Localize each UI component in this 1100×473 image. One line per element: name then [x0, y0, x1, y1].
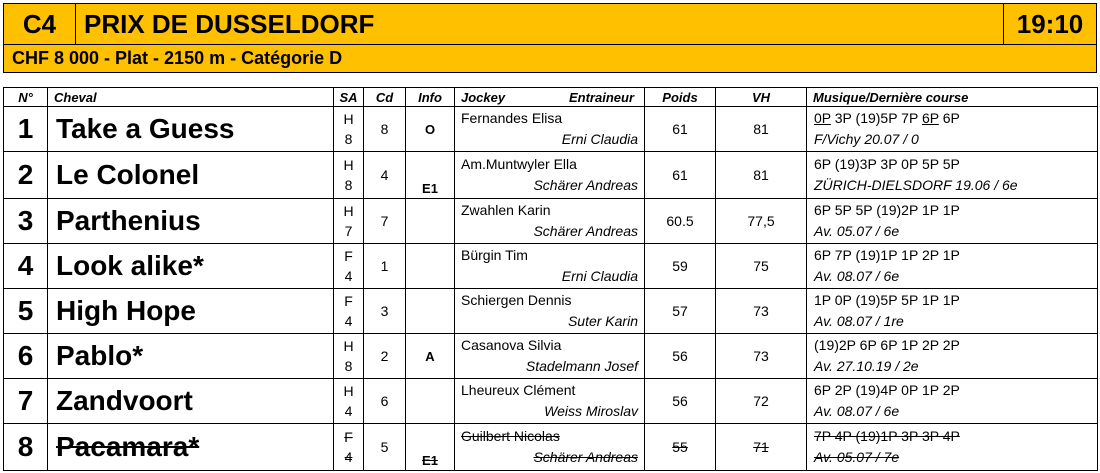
- jockey-trainer: [455, 334, 645, 379]
- vh-text: 73: [753, 348, 769, 364]
- trainer-name: Stadelmann Josef: [525, 358, 638, 374]
- draw: 5: [364, 424, 406, 471]
- race-code: C4: [4, 4, 76, 44]
- vh-text: 81: [753, 167, 769, 183]
- last-race: F/Vichy 20.07 / 0: [814, 131, 919, 147]
- last-race: Av. 08.07 / 6e: [814, 403, 900, 419]
- table-row: [4, 334, 1098, 379]
- horse-name-text: Look alike*: [56, 250, 204, 281]
- table-row: [4, 244, 1098, 289]
- weight: [645, 244, 716, 289]
- weight: [645, 199, 716, 244]
- draw: 4: [364, 152, 406, 199]
- weight: [645, 289, 716, 334]
- weight-text: 56: [672, 393, 688, 409]
- jockey-trainer: [455, 424, 645, 471]
- weight-text: 59: [672, 258, 688, 274]
- horse-name: [48, 424, 334, 471]
- info-flag: [406, 107, 455, 152]
- runner-number: 6: [4, 334, 48, 379]
- sex-age: [334, 199, 364, 244]
- vh-rating: [716, 424, 807, 471]
- info-flag: [406, 379, 455, 424]
- age: 8: [344, 358, 353, 374]
- col-header-jockey: Jockey: [461, 89, 506, 105]
- music-form: 7P 4P (19)1P 3P 3P 4P: [814, 428, 960, 444]
- weight-text: 55: [672, 439, 688, 455]
- sex: H: [343, 383, 354, 399]
- music-last-race: [807, 244, 1098, 289]
- horse-name: [48, 152, 334, 199]
- music-token: 3P (19)5P 7P: [830, 110, 922, 126]
- trainer-name: Erni Claudia: [561, 268, 638, 284]
- age: 4: [344, 268, 353, 284]
- music-last-race: [807, 334, 1098, 379]
- sex-age: [334, 244, 364, 289]
- sex: H: [343, 203, 354, 219]
- info-flag: [406, 152, 455, 199]
- music-last-race: [807, 379, 1098, 424]
- runner-number: 8: [4, 424, 48, 471]
- horse-name: [48, 107, 334, 152]
- last-race: Av. 08.07 / 1re: [814, 313, 904, 329]
- last-race: ZÜRICH-DIELSDORF 19.06 / 6e: [814, 177, 1018, 193]
- vh-text: 71: [753, 439, 769, 455]
- music-last-race: [807, 199, 1098, 244]
- music-last-race: [807, 289, 1098, 334]
- jockey-trainer: [455, 379, 645, 424]
- horse-name: [48, 244, 334, 289]
- info-flag: [406, 244, 455, 289]
- last-race: Av. 05.07 / 7e: [814, 449, 900, 465]
- race-header: [3, 3, 1097, 45]
- jockey-name: Bürgin Tim: [461, 247, 528, 263]
- jockey-name: Lheureux Clément: [461, 382, 576, 398]
- horse-name-text: Le Colonel: [56, 159, 200, 190]
- jockey-name: Schiergen Dennis: [461, 292, 572, 308]
- music-form: (19)2P 6P 6P 1P 2P 2P: [814, 337, 960, 353]
- draw: 6: [364, 379, 406, 424]
- weight: [645, 379, 716, 424]
- draw: 2: [364, 334, 406, 379]
- age: 4: [344, 313, 353, 329]
- music-form: 6P 2P (19)4P 0P 1P 2P: [814, 382, 960, 398]
- vh-text: 73: [753, 303, 769, 319]
- info-text: E1: [422, 453, 438, 468]
- sex: F: [344, 248, 353, 264]
- weight: [645, 424, 716, 471]
- horse-name: [48, 289, 334, 334]
- draw: 8: [364, 107, 406, 152]
- weight: [645, 152, 716, 199]
- info-flag: [406, 424, 455, 471]
- table-row: [4, 199, 1098, 244]
- sex-age: [334, 379, 364, 424]
- weight-text: 61: [672, 121, 688, 137]
- vh-text: 75: [753, 258, 769, 274]
- table-row: [4, 289, 1098, 334]
- horse-name: [48, 199, 334, 244]
- last-race: Av. 05.07 / 6e: [814, 223, 900, 239]
- col-header-weight: Poids: [645, 88, 716, 107]
- age: 4: [344, 403, 353, 419]
- col-header-cd: Cd: [364, 88, 406, 107]
- age: 7: [344, 223, 353, 239]
- jockey-trainer: [455, 244, 645, 289]
- vh-rating: [716, 107, 807, 152]
- sex-age: [334, 424, 364, 471]
- vh-rating: [716, 379, 807, 424]
- trainer-name: Schärer Andreas: [533, 449, 638, 465]
- horse-name-text: Pablo*: [56, 340, 144, 371]
- weight-text: 57: [672, 303, 688, 319]
- music-token: 6P: [938, 110, 960, 126]
- jockey-name: Zwahlen Karin: [461, 202, 551, 218]
- info-text: O: [424, 121, 436, 137]
- weight: [645, 107, 716, 152]
- horse-name: [48, 379, 334, 424]
- sex: H: [343, 338, 354, 354]
- runner-number: 5: [4, 289, 48, 334]
- runner-number: 1: [4, 107, 48, 152]
- music-form: 6P (19)3P 3P 0P 5P 5P: [814, 156, 960, 172]
- trainer-name: Weiss Miroslav: [544, 403, 638, 419]
- horse-name-text: Parthenius: [56, 205, 201, 236]
- trainer-name: Schärer Andreas: [533, 223, 638, 239]
- music-form: 1P 0P (19)5P 5P 1P 1P: [814, 292, 960, 308]
- music-form: [814, 108, 1097, 129]
- vh-text: 81: [753, 121, 769, 137]
- runner-number: 3: [4, 199, 48, 244]
- music-token: 0P: [814, 110, 831, 126]
- race-time: 19:10: [1003, 4, 1096, 44]
- sex: F: [344, 429, 353, 445]
- horse-name-text: Pacamara*: [56, 431, 200, 462]
- sex: H: [343, 111, 354, 127]
- runner-number: 7: [4, 379, 48, 424]
- last-race: Av. 27.10.19 / 2e: [814, 358, 919, 374]
- col-header-vh: VH: [716, 88, 807, 107]
- jockey-trainer: [455, 107, 645, 152]
- music-last-race: [807, 424, 1098, 471]
- weight-text: 56: [672, 348, 688, 364]
- vh-rating: [716, 334, 807, 379]
- age: 8: [344, 177, 353, 193]
- music-last-race: [807, 107, 1098, 152]
- trainer-name: Erni Claudia: [561, 131, 638, 147]
- col-header-jockey-trainer: [455, 88, 645, 107]
- jockey-name: Am.Muntwyler Ella: [461, 156, 577, 172]
- draw: 1: [364, 244, 406, 289]
- jockey-name: Fernandes Elisa: [461, 110, 563, 126]
- trainer-name: Schärer Andreas: [533, 177, 638, 193]
- last-race: Av. 08.07 / 6e: [814, 268, 900, 284]
- sex-age: [334, 289, 364, 334]
- trainer-name: Suter Karin: [567, 313, 638, 329]
- horse-name-text: Take a Guess: [56, 113, 235, 144]
- col-header-music: Musique/Dernière course: [807, 88, 1098, 107]
- sex-age: [334, 334, 364, 379]
- info-flag: [406, 199, 455, 244]
- weight: [645, 334, 716, 379]
- age: 8: [344, 131, 353, 147]
- runner-number: 4: [4, 244, 48, 289]
- info-text: E1: [422, 181, 438, 196]
- info-text: A: [425, 348, 435, 364]
- sex: H: [343, 157, 354, 173]
- runner-number: 2: [4, 152, 48, 199]
- vh-rating: [716, 152, 807, 199]
- draw: 3: [364, 289, 406, 334]
- weight-text: 61: [672, 167, 688, 183]
- jockey-name: Guilbert Nicolas: [461, 428, 560, 444]
- weight-text: 60.5: [666, 213, 694, 229]
- table-row: [4, 107, 1098, 152]
- jockey-name: Casanova Silvia: [461, 337, 562, 353]
- jockey-trainer: [455, 152, 645, 199]
- vh-rating: [716, 289, 807, 334]
- race-conditions: CHF 8 000 - Plat - 2150 m - Catégorie D: [3, 45, 1097, 73]
- horse-name-text: High Hope: [56, 295, 196, 326]
- age: 4: [344, 449, 353, 465]
- race-title: PRIX DE DUSSELDORF: [84, 9, 375, 39]
- info-flag: [406, 334, 455, 379]
- runners-table: [3, 87, 1098, 471]
- col-header-info: Info: [406, 88, 455, 107]
- music-token: 6P: [921, 110, 939, 126]
- horse-name: [48, 334, 334, 379]
- vh-text: 77,5: [747, 213, 775, 229]
- vh-rating: [716, 244, 807, 289]
- music-form: 6P 5P 5P (19)2P 1P 1P: [814, 202, 960, 218]
- table-header-row: [4, 88, 1098, 107]
- table-row: [4, 152, 1098, 199]
- col-header-trainer: Entraineur: [568, 89, 634, 105]
- jockey-trainer: [455, 289, 645, 334]
- music-form: 6P 7P (19)1P 1P 2P 1P: [814, 247, 960, 263]
- table-row: [4, 424, 1098, 471]
- col-header-num: N°: [4, 88, 48, 107]
- sex-age: [334, 152, 364, 199]
- col-header-horse: Cheval: [48, 88, 334, 107]
- vh-text: 72: [753, 393, 769, 409]
- sex-age: [334, 107, 364, 152]
- horse-name-text: Zandvoort: [56, 385, 193, 416]
- sex: F: [344, 293, 353, 309]
- draw: 7: [364, 199, 406, 244]
- table-row: [4, 379, 1098, 424]
- info-flag: [406, 289, 455, 334]
- col-header-sa: SA: [334, 88, 364, 107]
- vh-rating: [716, 199, 807, 244]
- music-last-race: [807, 152, 1098, 199]
- jockey-trainer: [455, 199, 645, 244]
